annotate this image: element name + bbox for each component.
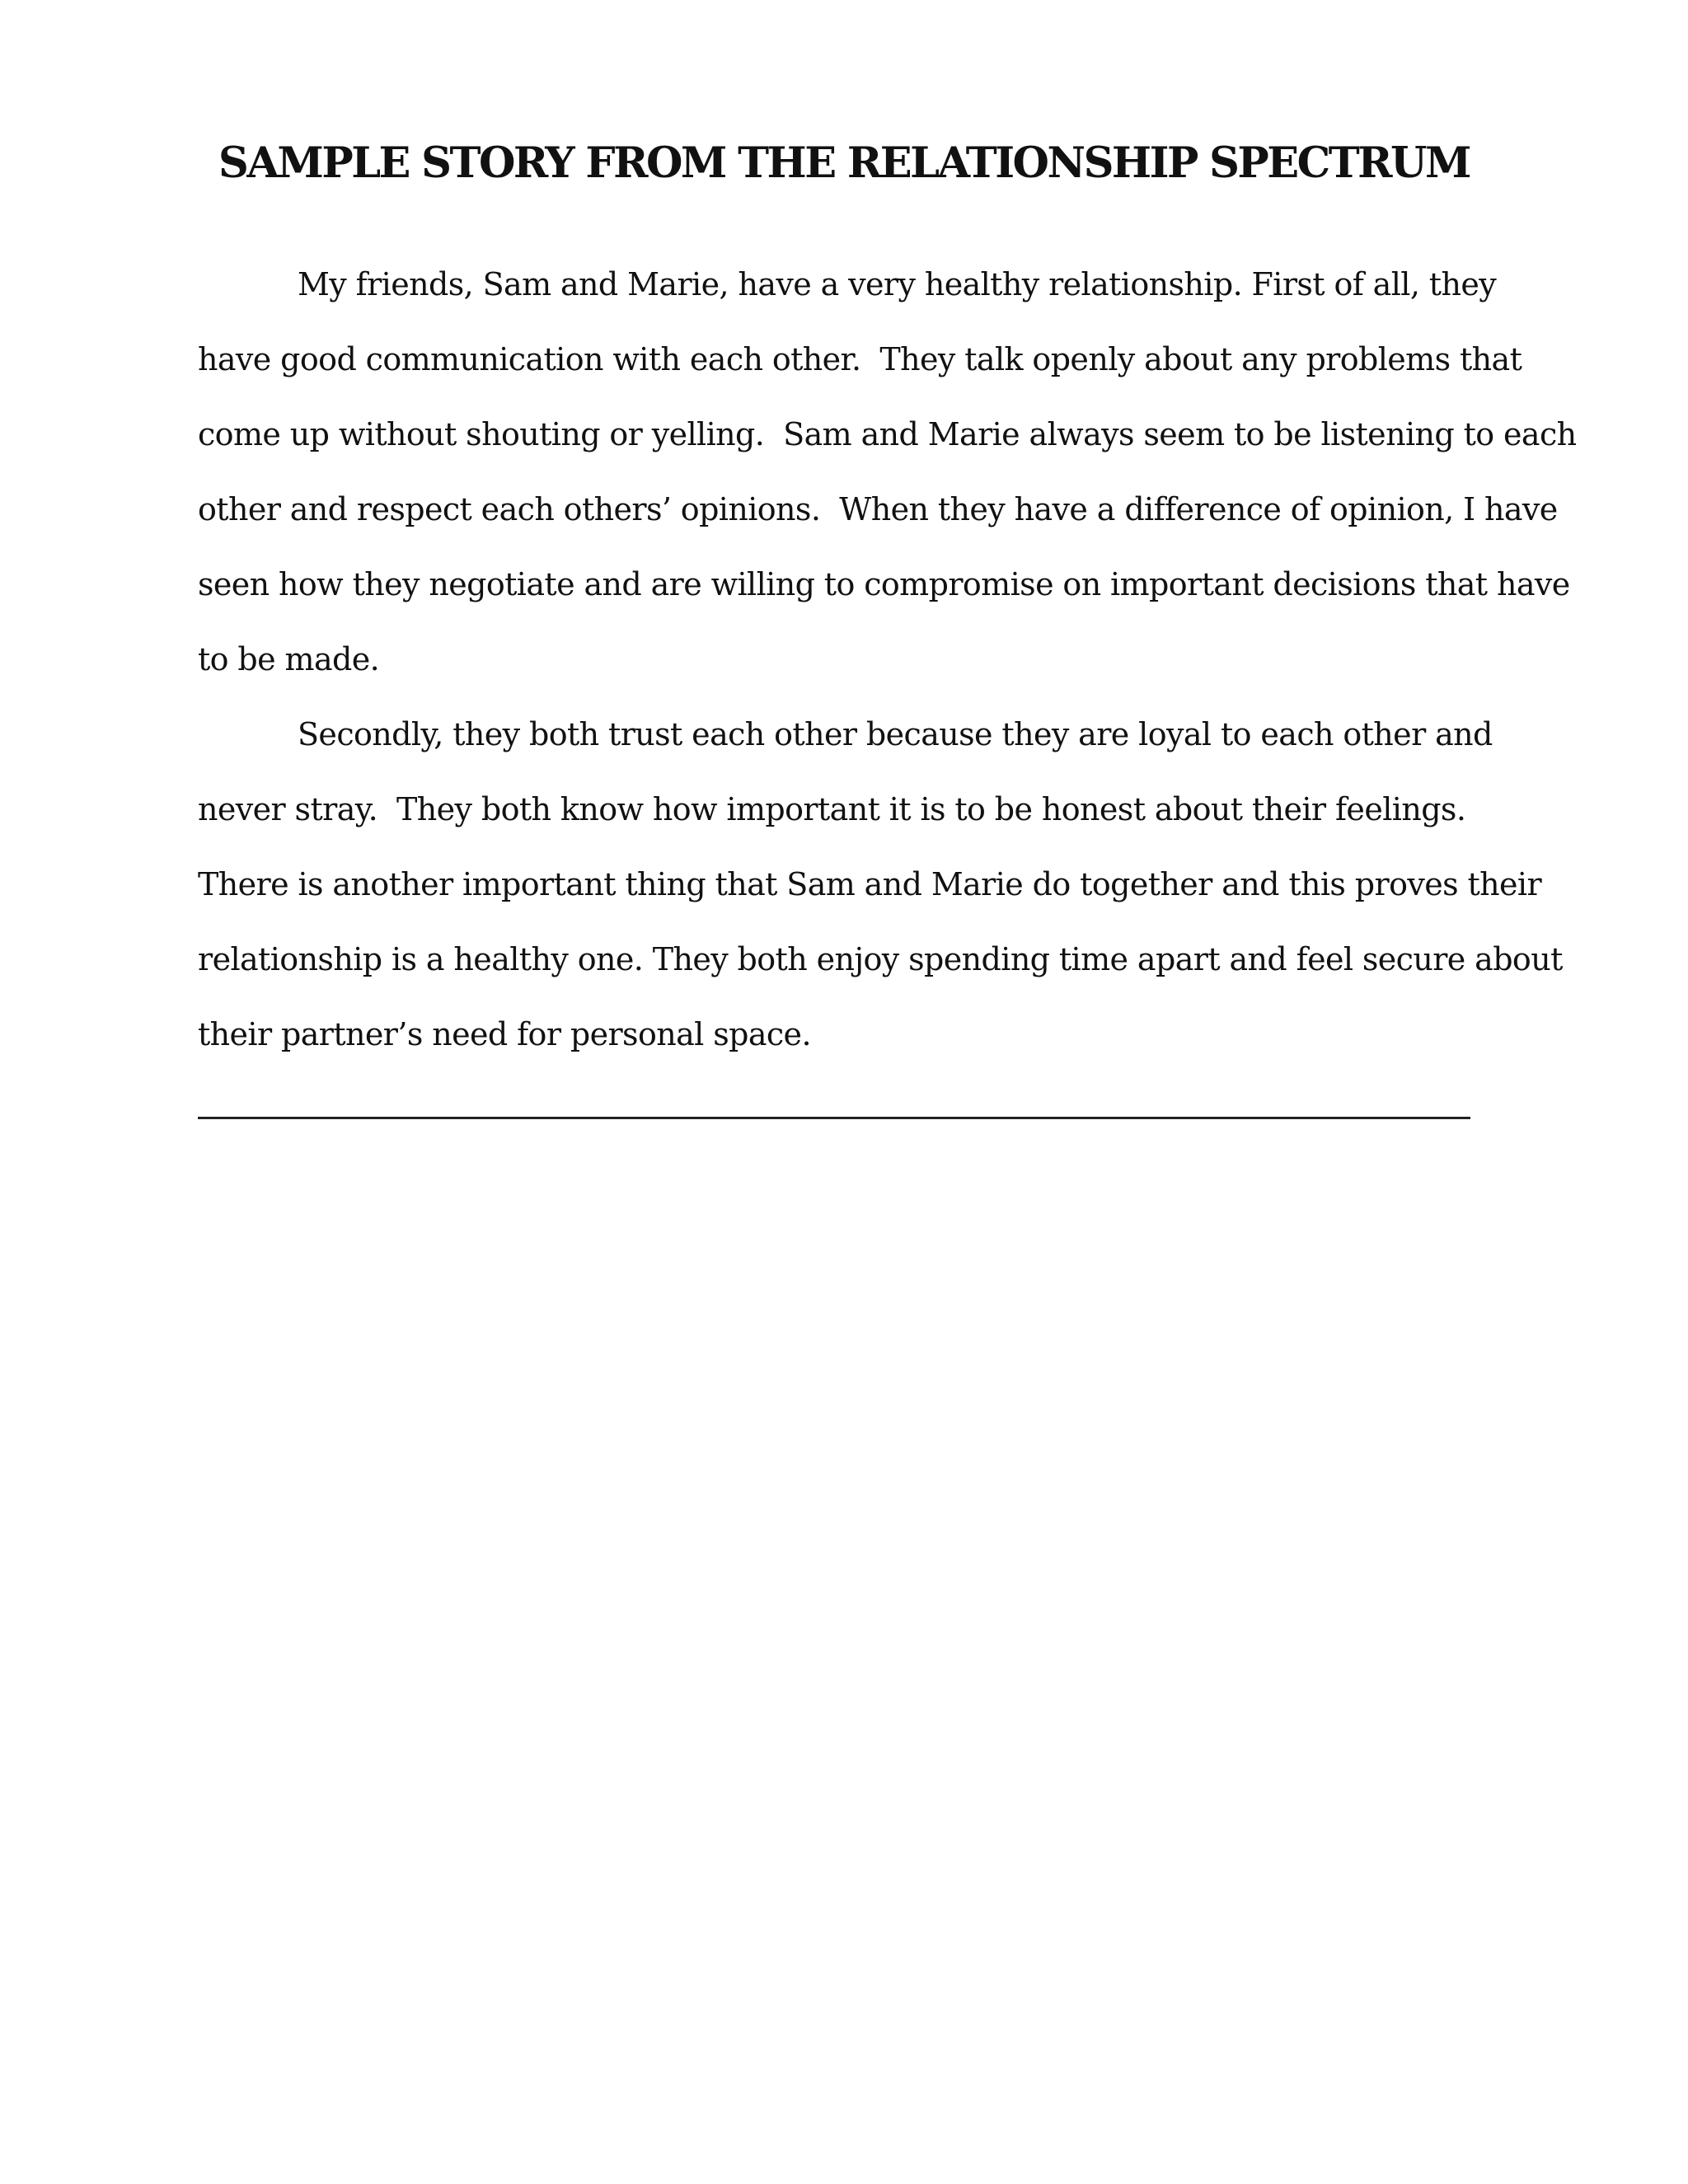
horizontal-rule: [198, 1117, 1470, 1119]
paragraph-line: Secondly, they both trust each other because they are loyal to each other and: [298, 716, 1493, 752]
paragraph-2: [198, 697, 1563, 1072]
story-body: [198, 247, 1577, 1072]
paragraph-line: seen how they negotiate and are willing to compromise on important decisions that have: [198, 566, 1570, 602]
document-title: SAMPLE STORY FROM THE RELATIONSHIP SPECTRUM: [218, 138, 1470, 188]
paragraph-line: My friends, Sam and Marie, have a very healthy relationship. First of all, they: [298, 266, 1497, 302]
paragraph-line: have good communication with each other. They talk openly about any problems that: [198, 341, 1522, 377]
paragraph-line: other and respect each others’ opinions. When they have a difference of opinion, I have: [198, 491, 1558, 527]
paragraph-line: relationship is a healthy one. They both enjoy spending time apart and feel secure about: [198, 941, 1563, 977]
paragraph-line: to be made.: [198, 641, 380, 677]
paragraph-line: never stray. They both know how important it is to be honest about their feelings.: [198, 791, 1466, 827]
paragraph-1: [198, 247, 1577, 697]
paragraph-line: their partner’s need for personal space.: [198, 1016, 811, 1052]
paragraph-line: There is another important thing that Sam and Marie do together and this proves their: [198, 866, 1542, 902]
paragraph-line: come up without shouting or yelling. Sam and Marie always seem to be listening to each: [198, 416, 1577, 452]
